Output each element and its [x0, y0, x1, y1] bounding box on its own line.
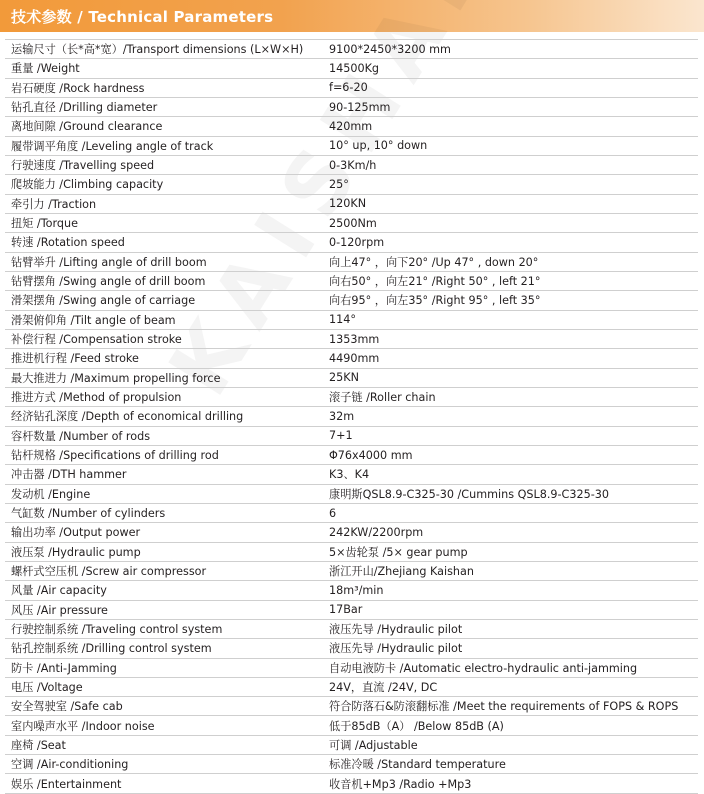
table-row	[5, 156, 698, 175]
parameter-label: 风压 /Air pressure	[11, 603, 108, 617]
parameter-label: 转速 /Rotation speed	[11, 236, 125, 250]
parameter-label: 发动机 /Engine	[11, 487, 91, 501]
parameter-label: 容杆数量 /Number of rods	[11, 429, 151, 443]
parameter-value: 滚子链 /Roller chain	[329, 391, 436, 405]
table-row	[5, 272, 698, 291]
parameter-label: 冲击器 /DTH hammer	[11, 468, 127, 482]
table-row	[5, 388, 698, 407]
parameter-label: 螺杆式空压机 /Screw air compressor	[11, 565, 207, 579]
parameter-value: 10° up, 10° down	[329, 139, 428, 153]
table-row	[5, 79, 698, 98]
table-row	[5, 98, 698, 117]
parameter-value: 向上47° ，向下20° /Up 47° , down 20°	[329, 255, 539, 269]
parameter-label: 滑架摆角 /Swing angle of carriage	[11, 294, 196, 308]
parameter-value: 18m³/min	[329, 583, 384, 597]
table-row	[5, 601, 698, 620]
table-row	[5, 581, 698, 600]
parameter-value: 1353mm	[329, 332, 380, 346]
parameter-label: 娱乐 /Entertainment	[11, 777, 122, 791]
table-row	[5, 659, 698, 678]
parameter-value: 标准冷暖 /Standard temperature	[329, 758, 506, 772]
table-row	[5, 117, 698, 136]
parameter-label: 推进机行程 /Feed stroke	[11, 352, 139, 366]
parameter-label: 室内噪声水平 /Indoor noise	[11, 719, 155, 733]
table-row	[5, 369, 698, 388]
table-row	[5, 427, 698, 446]
table-row	[5, 349, 698, 368]
table-row	[5, 620, 698, 639]
parameter-value: 114°	[329, 313, 356, 327]
parameter-value: 收音机+Mp3 /Radio +Mp3	[329, 777, 472, 791]
parameter-value: 液压先导 /Hydraulic pilot	[329, 623, 463, 636]
parameter-label: 最大推进力 /Maximum propelling force	[11, 371, 221, 385]
parameter-value: 0-3Km/h	[329, 158, 377, 172]
table-row	[5, 523, 698, 542]
table-row	[5, 465, 698, 484]
parameter-value: 32m	[329, 409, 355, 423]
parameter-label: 空调 /Air-conditioning	[11, 758, 129, 772]
table-row	[5, 407, 698, 426]
section-title: 技术参数 / Technical Parameters	[11, 8, 274, 26]
table-row	[5, 697, 698, 716]
section-header	[0, 0, 704, 32]
parameter-value: 24V，直流 /24V, DC	[329, 680, 438, 694]
table-row	[5, 678, 698, 697]
table-row	[5, 543, 698, 562]
table-row	[5, 504, 698, 523]
parameter-label: 钻杆规格 /Specifications of drilling rod	[11, 449, 219, 463]
parameter-value: 9100*2450*3200 mm	[329, 42, 451, 56]
table-row	[5, 175, 698, 194]
parameter-value: 自动电液防卡 /Automatic electro-hydraulic anti-jamming	[329, 661, 638, 675]
table-row	[5, 214, 698, 233]
parameter-label: 钻臂摆角 /Swing angle of drill boom	[11, 275, 206, 289]
table-row	[5, 562, 698, 581]
parameter-label: 补偿行程 /Compensation stroke	[11, 333, 182, 347]
parameter-value: 242KW/2200rpm	[329, 525, 424, 539]
parameter-label: 行驶速度 /Travelling speed	[11, 159, 155, 173]
parameter-label: 牵引力 /Traction	[11, 197, 97, 211]
parameter-label: 液压泵 /Hydraulic pump	[11, 545, 141, 559]
parameter-value: 液压先导 /Hydraulic pilot	[329, 642, 463, 656]
parameter-label: 钻臂举升 /Lifting angle of drill boom	[11, 255, 207, 269]
table-row	[5, 40, 698, 59]
parameter-label: 爬坡能力 /Climbing capacity	[11, 178, 164, 192]
parameter-value: 7+1	[329, 429, 353, 443]
table-row	[5, 774, 698, 793]
table-row	[5, 485, 698, 504]
parameter-value: 14500Kg	[329, 61, 380, 75]
parameter-label: 输出功率 /Output power	[11, 526, 141, 540]
technical-parameters-table	[5, 39, 698, 794]
parameter-value: 2500Nm	[329, 216, 377, 230]
parameter-value: 低于85dB（A） /Below 85dB (A)	[329, 719, 504, 733]
parameter-label: 重量 /Weight	[11, 62, 80, 76]
parameter-label: 滑架俯仰角 /Tilt angle of beam	[11, 313, 176, 327]
parameter-value: f=6-20	[329, 81, 368, 95]
parameter-value: 25KN	[329, 371, 359, 385]
parameter-label: 钻孔控制系统 /Drilling control system	[11, 642, 212, 656]
table-row	[5, 736, 698, 755]
parameter-label: 气缸数 /Number of cylinders	[11, 507, 166, 521]
table-row	[5, 639, 698, 658]
parameter-label: 岩石硬度 /Rock hardness	[11, 81, 145, 95]
table-row	[5, 330, 698, 349]
parameter-label: 风量 /Air capacity	[11, 584, 107, 598]
parameter-value: 向右50° ，向左21° /Right 50° , left 21°	[329, 275, 541, 289]
parameter-label: 电压 /Voltage	[11, 680, 83, 694]
table-row	[5, 195, 698, 214]
table-row	[5, 311, 698, 330]
parameter-value: 420mm	[329, 119, 373, 133]
parameter-value: Φ76x4000 mm	[329, 448, 413, 462]
table-row	[5, 755, 698, 774]
parameter-value: 浙江开山/Zhejiang Kaishan	[329, 565, 474, 579]
parameter-value: 4490mm	[329, 351, 380, 365]
table-row	[5, 233, 698, 252]
parameter-value: 5×齿轮泵 /5× gear pump	[329, 545, 468, 559]
parameter-label: 防卡 /Anti-Jamming	[11, 661, 117, 675]
parameter-value: 25°	[329, 177, 349, 191]
parameter-label: 座椅 /Seat	[11, 738, 66, 752]
parameter-value: 120KN	[329, 197, 367, 211]
parameter-label: 扭矩 /Torque	[11, 217, 78, 231]
parameter-value: 可调 /Adjustable	[329, 738, 418, 752]
parameter-label: 行驶控制系统 /Traveling control system	[11, 623, 223, 636]
parameter-label: 经济钻孔深度 /Depth of economical drilling	[11, 410, 244, 424]
table-row	[5, 253, 698, 272]
parameter-value: 向右95° ，向左35° /Right 95° , left 35°	[329, 294, 541, 308]
parameter-value: 康明斯QSL8.9-C325-30 /Cummins QSL8.9-C325-30	[329, 487, 609, 501]
parameter-label: 推进方式 /Method of propulsion	[11, 391, 182, 405]
parameter-label: 安全驾驶室 /Safe cab	[11, 700, 123, 714]
parameter-value: 17Bar	[329, 603, 363, 617]
table-row	[5, 137, 698, 156]
parameter-value: 0-120rpm	[329, 235, 385, 249]
table-row	[5, 291, 698, 310]
parameter-label: 履带调平角度 /Leveling angle of track	[11, 139, 214, 153]
parameter-label: 钻孔直径 /Drilling diameter	[11, 101, 158, 115]
parameter-label: 运输尺寸（长*高*宽）/Transport dimensions (L×W×H)	[11, 43, 304, 57]
parameter-value: 6	[329, 506, 337, 520]
parameter-label: 离地间隙 /Ground clearance	[11, 120, 163, 134]
table-row	[5, 716, 698, 735]
parameter-value: 90-125mm	[329, 100, 391, 114]
parameter-value: K3、K4	[329, 468, 370, 482]
table-row	[5, 59, 698, 78]
parameter-value: 符合防落石&防滚翻标准 /Meet the requirements of FOPS & ROPS	[329, 700, 679, 714]
table-row	[5, 446, 698, 465]
